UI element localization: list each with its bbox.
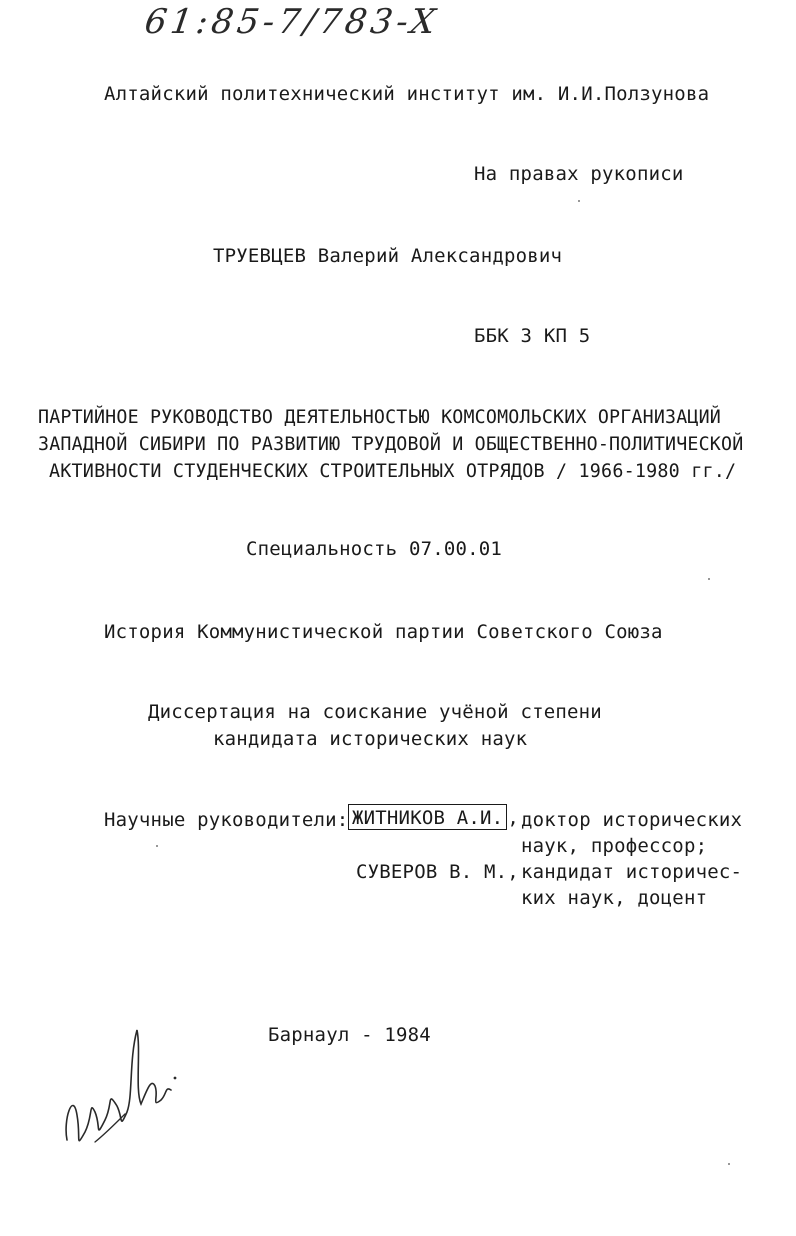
scan-speck [156, 845, 158, 847]
author-name: ТРУЕВЦЕВ Валерий Александрович [213, 245, 563, 267]
title-line-2: ЗАПАДНОЙ СИБИРИ ПО РАЗВИТИЮ ТРУДОВОЙ И ОБЩЕСТВЕННО-ПОЛИТИЧЕСКОЙ [38, 433, 744, 455]
scan-speck [728, 1163, 730, 1165]
dissertation-line-2: кандидата исторических наук [213, 728, 528, 750]
supervisor-1-name: ЖИТНИКОВ А.И. [348, 804, 507, 830]
supervisor-1-comma: , [507, 807, 519, 829]
scan-speck [578, 200, 580, 202]
title-line-1: ПАРТИЙНОЕ РУКОВОДСТВО ДЕЯТЕЛЬНОСТЬЮ КОМСОМОЛЬСКИХ ОРГАНИЗАЦИЙ [38, 406, 722, 428]
title-line-3: АКТИВНОСТИ СТУДЕНЧЕСКИХ СТРОИТЕЛЬНЫХ ОТРЯДОВ / 1966-1980 гг./ [49, 460, 737, 482]
supervisor-1 [348, 806, 519, 830]
rights-notice: На правах рукописи [474, 163, 684, 185]
institute-name: Алтайский политехнический институт им. И.И.Ползунова [104, 83, 710, 105]
supervisor-2-title-line-2: ких наук, доцент [521, 887, 708, 909]
specialty-name: История Коммунистической партии Советского Союза [104, 621, 663, 643]
scan-speck [708, 578, 710, 580]
signature-mark [55, 1020, 185, 1170]
supervisor-1-title-line-2: наук, профессор; [521, 835, 708, 857]
supervisor-2-title-line-1: кандидат историчес- [521, 861, 743, 883]
place-and-year: Барнаул - 1984 [268, 1024, 431, 1046]
archive-mark: 61:85-7/783-X [142, 2, 442, 42]
classification-code: ББК 3 КП 5 [474, 325, 591, 347]
supervisors-label: Научные руководители: [104, 809, 349, 831]
specialty-code: Специальность 07.00.01 [246, 538, 503, 560]
dissertation-line-1: Диссертация на соискание учёной степени [148, 701, 602, 723]
supervisor-1-title-line-1: доктор исторических [521, 809, 743, 831]
supervisor-2-name: СУВЕРОВ В. М., [356, 861, 519, 883]
